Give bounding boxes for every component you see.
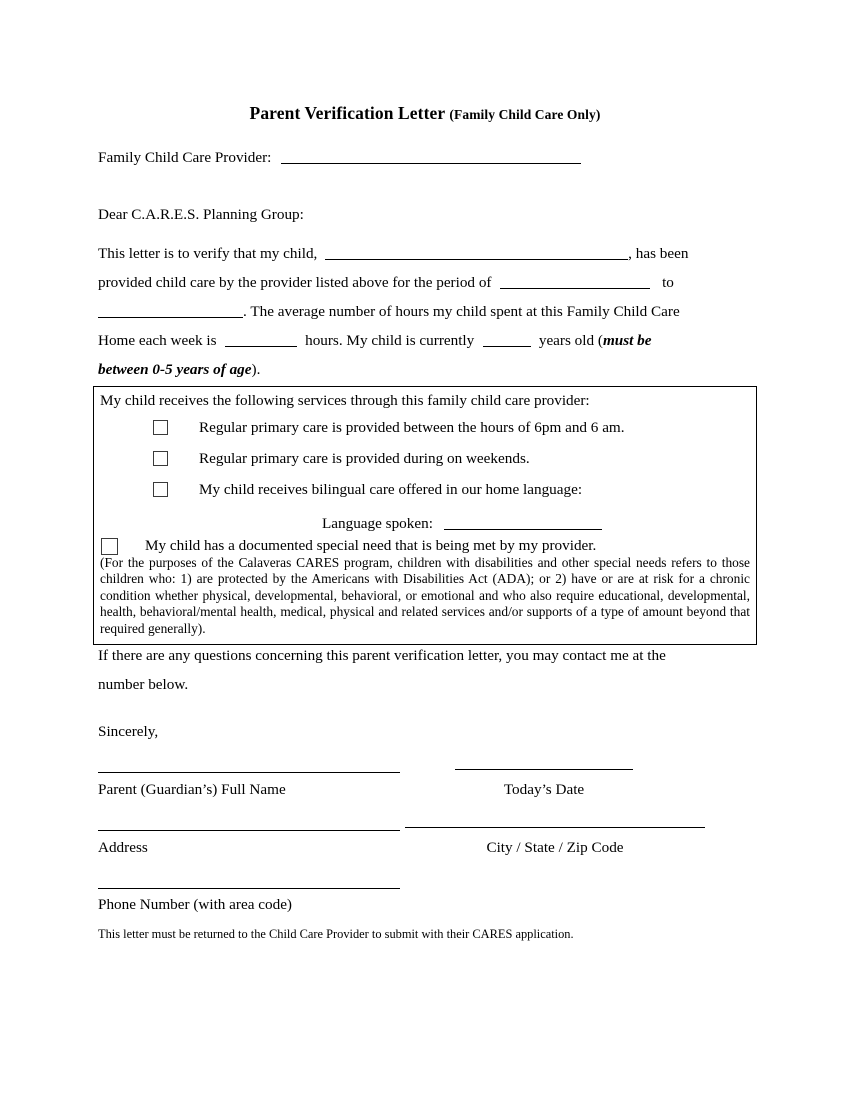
letter-line-5-close: ). [251, 361, 261, 378]
checkbox-special-need-label: My child has a documented special need that is being met by my provider. [145, 537, 597, 554]
todays-date-label: Today’s Date [503, 781, 585, 798]
letter-line-5 [98, 362, 260, 377]
language-spoken-label: Language spoken: [322, 515, 433, 532]
letter-line-4-text-b: hours. My child is currently [305, 332, 475, 349]
page-title-subtitle: (Family Child Care Only) [449, 107, 601, 122]
hours-per-week-blank[interactable] [225, 333, 297, 347]
sign-off: Sincerely, [98, 723, 159, 740]
age-emphasis-part-2: between 0-5 years of age [98, 361, 252, 378]
todays-date-line[interactable] [455, 769, 633, 770]
period-end-blank[interactable] [98, 304, 243, 318]
city-state-zip-line[interactable] [405, 827, 705, 828]
city-state-zip-label: City / State / Zip Code [486, 839, 624, 856]
letter-line-1-text-b: , has been [628, 245, 689, 262]
letter-line-2-text-a: provided child care by the provider listed above for the period of [98, 274, 492, 291]
letter-line-4-text-c: years old ( [538, 332, 603, 349]
checkbox-special-need[interactable] [101, 538, 118, 555]
period-start-blank[interactable] [500, 275, 650, 289]
letter-line-3-text-a: . The average number of hours my child spent at this Family Child Care [243, 303, 680, 320]
checkbox-bilingual-care-label: My child receives bilingual care offered in our home language: [199, 481, 583, 498]
checkbox-bilingual-care[interactable] [153, 482, 168, 497]
contact-line-1: If there are any questions concerning this parent verification letter, you may contact me at the [98, 647, 666, 664]
letter-line-4-text-a: Home each week is [98, 332, 217, 349]
salutation: Dear C.A.R.E.S. Planning Group: [98, 206, 304, 223]
ada-definition-paragraph: (For the purposes of the Calaveras CARES program, children with disabilities and other special needs refers to those children who: 1) are protected by the Americans with Disabilities Act (ADA); or 2) have or are at risk for a chronic condition whether physical, developmental, behavioral, or emotional and who also require educational, developmental, health, behavioral/mental health, medical, physical and related services and/or supports of a type of amount beyond that required generally). [100, 555, 750, 636]
footer-note: This letter must be returned to the Child Care Provider to submit with their CARES application. [98, 927, 574, 941]
age-emphasis-part-1: must be [602, 332, 652, 349]
child-age-blank[interactable] [483, 333, 531, 347]
checkbox-night-care-label: Regular primary care is provided between the hours of 6pm and 6 am. [199, 419, 625, 436]
letter-line-2-text-b: to [662, 274, 674, 291]
services-box [93, 386, 757, 645]
language-spoken-blank[interactable] [444, 516, 602, 530]
checkbox-night-care[interactable] [153, 420, 168, 435]
letter-line-1-text-a: This letter is to verify that my child, [98, 245, 318, 262]
letter-line-2 [98, 275, 674, 290]
contact-line-2: number below. [98, 676, 189, 693]
checkbox-weekend-care[interactable] [153, 451, 168, 466]
page-title-main: Parent Verification Letter [249, 103, 445, 123]
parent-name-label: Parent (Guardian’s) Full Name [98, 781, 286, 798]
services-box-lead: My child receives the following services through this family child care provider: [100, 392, 590, 409]
letter-line-4 [98, 333, 651, 348]
letter-line-3 [98, 304, 680, 319]
phone-number-label: Phone Number (with area code) [98, 896, 292, 913]
child-name-blank[interactable] [325, 246, 628, 260]
page-title [0, 103, 850, 124]
phone-number-line[interactable] [98, 888, 400, 889]
parent-name-line[interactable] [98, 772, 400, 773]
language-spoken-row [322, 515, 602, 533]
provider-field-label: Family Child Care Provider: [98, 149, 272, 166]
provider-name-blank[interactable] [281, 150, 581, 164]
address-line[interactable] [98, 830, 400, 831]
provider-field-row [98, 150, 581, 165]
checkbox-weekend-care-label: Regular primary care is provided during on weekends. [199, 450, 530, 467]
letter-line-1 [98, 246, 688, 261]
address-label: Address [98, 839, 148, 856]
